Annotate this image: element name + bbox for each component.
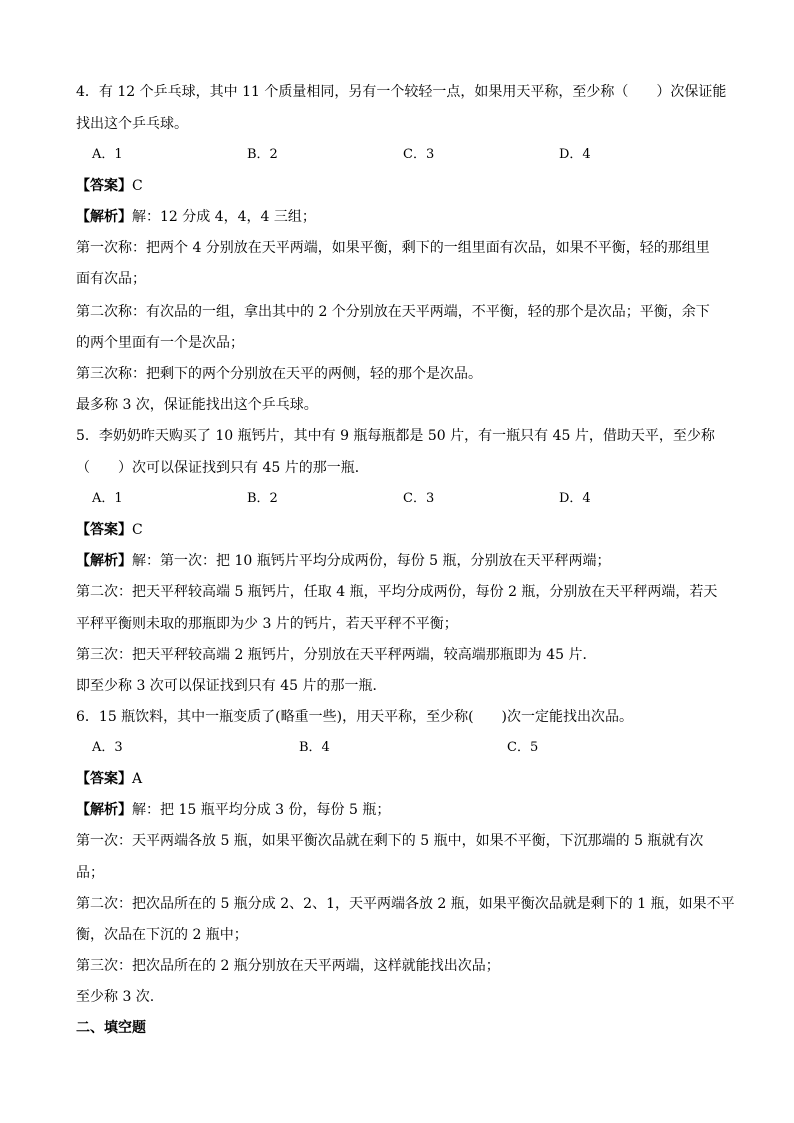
q4-answer-value: C [132,178,143,194]
q5-option-d: D．4 [559,491,591,506]
answer-label: 【答案】 [76,178,132,194]
q6-analysis-text: 解：把 15 瓶平均分成 3 份，每份 5 瓶； [132,802,391,818]
q4-analysis-line-3: 面有次品； [76,271,146,287]
q5-analysis-line-5: 即至少称 3 次可以保证找到只有 45 片的那一瓶． [76,678,387,694]
q5-option-a: A．1 [92,491,123,506]
q4-stem-line-2: 找出这个乒乓球。 [76,116,188,132]
q4-option-c: C．3 [403,147,435,162]
q4-option-b: B．2 [247,147,278,162]
analysis-label: 【解析】 [76,553,132,569]
q6-option-b: B．4 [299,740,330,755]
q6-option-a: A．3 [92,740,123,755]
q6-stem-line-1: 6．15 瓶饮料，其中一瓶变质了(略重一些)，用天平称，至少称( )次一定能找出次品。 [76,709,634,725]
q4-analysis-text: 解：12 分成 4，4，4 三组； [132,209,316,225]
q4-analysis-line-7: 最多称 3 次，保证能找出这个乒乓球。 [76,397,318,413]
analysis-label: 【解析】 [76,802,132,818]
section-heading: 二、填空题 [76,1020,146,1036]
q5-answer-value: C [132,522,143,538]
q6-analysis-line-4: 第二次：把次品所在的 5 瓶分成 2、2、1，天平两端各放 2 瓶，如果平衡次品就是剩下的 1 瓶，如果不平 [76,896,735,912]
q6-analysis-line-2: 第一次：天平两端各放 5 瓶，如果平衡次品就在剩下的 5 瓶中，如果不平衡，下沉那端的 5 瓶就有次 [76,833,704,849]
q4-analysis-line-2: 第一次称：把两个 4 分别放在天平两端，如果平衡，剩下的一组里面有次品，如果不平衡，轻的那组里 [76,240,710,256]
q5-analysis-text: 解：第一次：把 10 瓶钙片平均分成两份，每份 5 瓶，分别放在天平秤两端； [132,553,611,569]
analysis-label: 【解析】 [76,209,132,225]
q5-option-c: C．3 [403,491,435,506]
q5-analysis-line-4: 第三次：把天平秤较高端 2 瓶钙片，分别放在天平秤两端，较高端那瓶即为 45 片． [76,647,597,663]
q5-stem-line-1: 5．李奶奶昨天购买了 10 瓶钙片，其中有 9 瓶每瓶都是 50 片，有一瓶只有 45 片，借助天平，至少称 [76,428,715,444]
q4-analysis-line-5: 的两个里面有一个是次品； [76,335,244,351]
q6-analysis-line-6: 第三次：把次品所在的 2 瓶分别放在天平两端，这样就能找出次品； [76,958,500,974]
q6-answer [76,769,142,789]
q4-analysis-line-4: 第二次称：有次品的一组，拿出其中的 2 个分别放在天平两端，不平衡，轻的那个是次品；平衡，余下 [76,304,710,320]
q5-option-b: B．2 [247,491,278,506]
q5-stem-line-2: （ ）次可以保证找到只有 45 片的那一瓶． [76,460,369,476]
q6-analysis-line-5: 衡，次品在下沉的 2 瓶中； [76,927,248,943]
q6-analysis-line-1 [76,800,390,820]
q5-analysis-line-3: 平秤平衡则未取的那瓶即为少 3 片的钙片，若天平秤不平衡； [76,616,458,632]
answer-label: 【答案】 [76,522,132,538]
q4-answer [76,176,143,196]
q5-answer [76,520,143,540]
q5-analysis-line-1 [76,551,611,571]
q6-option-c: C．5 [507,740,539,755]
answer-label: 【答案】 [76,771,132,787]
q4-stem-line-1: 4．有 12 个乒乓球，其中 11 个质量相同，另有一个较轻一点，如果用天平称，至少称（ ）次保证能 [76,84,727,100]
q6-analysis-line-3: 品； [76,865,104,881]
q6-answer-value: A [132,771,143,787]
q4-analysis-line-1 [76,207,316,227]
q4-analysis-line-6: 第三次称：把剩下的两个分别放在天平的两侧，轻的那个是次品。 [76,366,482,382]
q4-option-a: A．1 [92,147,123,162]
q4-option-d: D．4 [559,147,591,162]
q5-analysis-line-2: 第二次：把天平秤较高端 5 瓶钙片，任取 4 瓶，平均分成两份，每份 2 瓶，分别放在天平秤两端，若天 [76,584,718,600]
q6-analysis-line-7: 至少称 3 次. [76,989,155,1005]
